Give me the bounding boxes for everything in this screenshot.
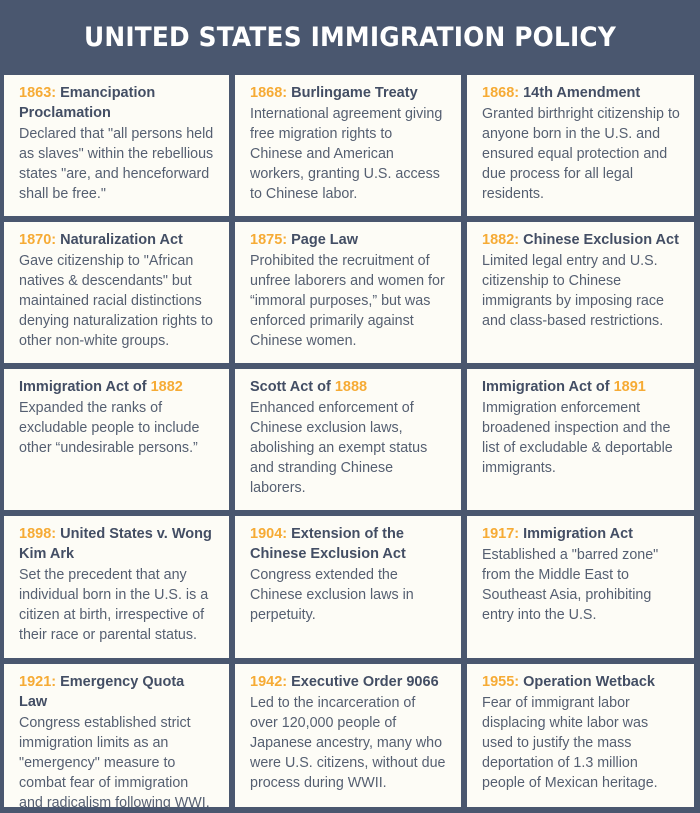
- card-heading: [19, 230, 215, 250]
- card-year: 1868:: [250, 85, 288, 101]
- card-description: Established a "barred zone" from the Middle East to Southeast Asia, prohibiting entry into the U.S.: [482, 547, 659, 623]
- card-title: Extension of the Chinese Exclusion Act: [250, 526, 406, 562]
- card-title: Scott Act of: [250, 379, 335, 395]
- card-description: Immigration enforcement broadened inspection and the list of excludable & deportable immigrants.: [482, 400, 673, 476]
- policy-card-operation-wetback: [467, 664, 694, 807]
- card-title: 14th Amendment: [519, 85, 641, 101]
- card-heading: [482, 230, 680, 250]
- card-title: Operation Wetback: [519, 674, 655, 690]
- policy-grid: [4, 75, 694, 811]
- card-title: Emancipation Proclamation: [19, 85, 156, 121]
- card-description: Prohibited the recruitment of unfree laborers and women for “immoral purposes,” but was enforced primarily against Chinese women.: [250, 253, 445, 349]
- policy-card-wong-kim-ark: [4, 516, 229, 658]
- card-year: 1891: [613, 379, 646, 395]
- policy-card-burlingame-treaty: [235, 75, 461, 216]
- policy-card-emancipation-proclamation: [4, 75, 229, 216]
- card-description: Granted birthright citizenship to anyone born in the U.S. and ensured equal protection and due process for all legal residents.: [482, 106, 680, 202]
- page-title: UNITED STATES IMMIGRATION POLICY: [83, 22, 616, 53]
- policy-card-page-law: [235, 222, 461, 363]
- card-heading: [482, 83, 680, 103]
- card-description: Led to the incarceration of over 120,000 people of Japanese ancestry, many who were U.S. citizens, without due process during WWII.: [250, 695, 446, 791]
- card-heading: [250, 672, 447, 692]
- card-title: Immigration Act of: [19, 379, 151, 395]
- policy-card-exclusion-extension: [235, 516, 461, 658]
- card-description: Gave citizenship to "African natives & descendants" but maintained racial distinctions denying naturalization rights to other non-white groups.: [19, 253, 213, 349]
- policy-card-emergency-quota-law: [4, 664, 229, 811]
- policy-card-immigration-act-1882: [4, 369, 229, 510]
- card-title: Burlingame Treaty: [287, 85, 418, 101]
- card-heading: [19, 672, 215, 712]
- card-title: Immigration Act: [519, 526, 633, 542]
- card-title: Executive Order 9066: [287, 674, 439, 690]
- card-title: Immigration Act of: [482, 379, 614, 395]
- card-year: 1921:: [19, 674, 57, 690]
- card-year: 1904:: [250, 526, 288, 542]
- card-heading: [250, 230, 447, 250]
- card-description: International agreement giving free migration rights to Chinese and American workers, granting U.S. access to Chinese labor.: [250, 106, 443, 202]
- policy-card-14th-amendment: [467, 75, 694, 216]
- card-year: 1868:: [482, 85, 520, 101]
- card-heading: [19, 83, 215, 123]
- card-year: 1882: [150, 379, 183, 395]
- card-description: Enhanced enforcement of Chinese exclusion laws, abolishing an exempt status and stranding Chinese laborers.: [250, 400, 428, 496]
- policy-card-executive-order-9066: [235, 664, 461, 807]
- card-year: 1917:: [482, 526, 520, 542]
- card-description: Congress extended the Chinese exclusion laws in perpetuity.: [250, 567, 414, 623]
- card-heading: [482, 377, 680, 397]
- policy-card-immigration-act-1891: [467, 369, 694, 510]
- card-year: 1870:: [19, 232, 57, 248]
- policy-card-chinese-exclusion-act: [467, 222, 694, 363]
- card-title: Chinese Exclusion Act: [519, 232, 679, 248]
- card-heading: [19, 524, 215, 564]
- card-year: 1942:: [250, 674, 288, 690]
- card-year: 1863:: [19, 85, 57, 101]
- policy-card-immigration-act-1917: [467, 516, 694, 658]
- card-title: United States v. Wong Kim Ark: [19, 526, 212, 562]
- card-year: 1955:: [482, 674, 520, 690]
- policy-card-scott-act-1888: [235, 369, 461, 510]
- card-heading: [482, 672, 680, 692]
- card-heading: [250, 524, 447, 564]
- policy-card-naturalization-act: [4, 222, 229, 363]
- card-description: Expanded the ranks of excludable people to include other “undesirable persons.”: [19, 400, 200, 456]
- card-description: Fear of immigrant labor displacing white labor was used to justify the mass deportation of 1.3 million people of Mexican heritage.: [482, 695, 658, 791]
- card-description: Set the precedent that any individual born in the U.S. is a citizen at birth, irrespective of their race or parental status.: [19, 567, 209, 643]
- card-year: 1875:: [250, 232, 288, 248]
- card-title: Naturalization Act: [56, 232, 183, 248]
- card-description: Declared that "all persons held as slaves" within the rebellious states "are, and henceforward shall be free.": [19, 126, 214, 202]
- card-heading: [19, 377, 215, 397]
- card-year: 1882:: [482, 232, 520, 248]
- card-description: Congress established strict immigration limits as an "emergency" measure to combat fear of immigration and radicalism following WWI.: [19, 715, 210, 811]
- card-heading: [250, 377, 447, 397]
- card-heading: [482, 524, 680, 544]
- card-year: 1888: [334, 379, 368, 395]
- card-title: Page Law: [287, 232, 359, 248]
- card-heading: [250, 83, 447, 103]
- card-description: Limited legal entry and U.S. citizenship to Chinese immigrants by imposing race and class-based restrictions.: [482, 253, 664, 329]
- card-title: Emergency Quota Law: [19, 674, 185, 710]
- card-year: 1898:: [19, 526, 57, 542]
